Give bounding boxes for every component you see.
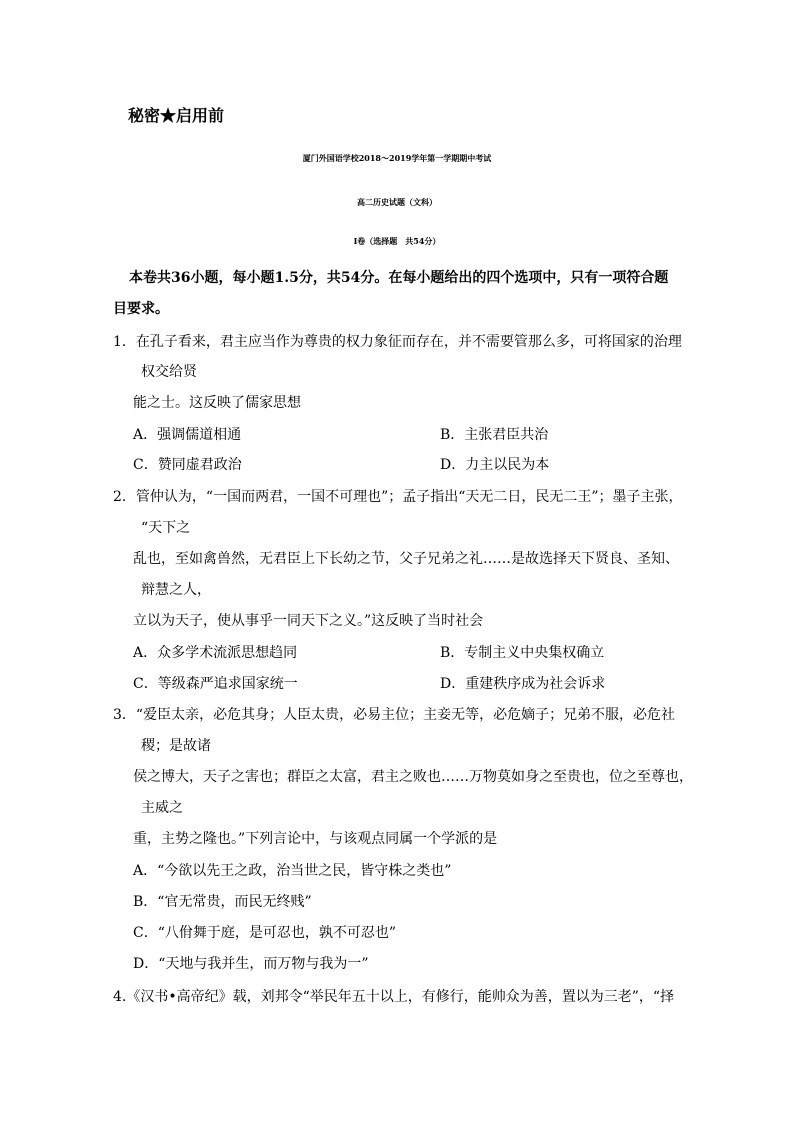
instructions-line: 目要求。: [113, 301, 169, 317]
question-2-line: “天下之: [141, 520, 191, 536]
secret-label: 秘密★启用前: [128, 106, 225, 125]
question-1-line: 权交给贤: [141, 364, 197, 380]
question-3-line: 侯之博大，天子之害也；群臣之太富，君主之败也……万物莫如身之至贵也，位之至尊也，: [133, 769, 693, 785]
question-3-line: 稷；是故诸: [141, 738, 211, 754]
question-3-option-d: D．“天地与我并生，而万物与我为一”: [133, 956, 369, 972]
question-1-line: 能之士。这反映了儒家思想: [133, 395, 301, 411]
question-2-option-a: A．众多学术流派思想趋同: [133, 645, 298, 661]
question-2-option-c: C．等级森严追求国家统一: [133, 676, 298, 692]
question-2-option-d: D．重建秩序成为社会诉求: [440, 676, 606, 692]
question-2-option-b: B．专制主义中央集权确立: [440, 645, 605, 661]
question-1-option-d: D．力主以民为本: [440, 457, 550, 473]
question-3-option-c: C．“八佾舞于庭，是可忍也，孰不可忍也”: [133, 925, 397, 941]
question-3-line: 重，主势之隆也。”下列言论中，与该观点同属一个学派的是: [133, 831, 498, 847]
question-1-line: 1．在孔子看来，君主应当作为尊贵的权力象征而存在，并不需要管那么多，可将国家的治理: [113, 334, 682, 350]
question-2-line: 立以为天子，使从事乎一同天下之义。”这反映了当时社会: [133, 613, 484, 629]
question-1-option-c: C．赞同虚君政治: [133, 457, 242, 473]
question-3-line: 主威之: [141, 800, 183, 816]
question-3-option-b: B．“官无常贵，而民无终贱”: [133, 894, 312, 910]
instructions-line: 本卷共36小题，每小题1.5分，共54分。在每小题给出的四个选项中，只有一项符合题: [129, 270, 669, 286]
question-2-line: 辩慧之人，: [141, 582, 211, 598]
question-1-option-a: A．强调儒道相通: [133, 427, 242, 443]
exam-title: 厦门外国语学校2018～2019学年第一学期期中考试: [302, 153, 492, 163]
question-1-option-b: B．主张君臣共治: [440, 427, 549, 443]
question-3-option-a: A．“今欲以先王之政，治当世之民，皆守株之类也”: [133, 863, 452, 879]
question-2-line: 乱也，至如禽兽然，无君臣上下长幼之节，父子兄弟之礼……是故选择天下贤良、圣知、: [133, 551, 679, 567]
section-title: Ⅰ卷（选择题 共54分）: [353, 236, 441, 246]
question-4-line: 4.《汉书•高帝纪》载，刘邦令“举民年五十以上，有修行，能帅众为善，置以为三老”，“择: [113, 989, 675, 1005]
question-3-line: 3．“爱臣太亲，必危其身；人臣太贵，必易主位；主妾无等，必危嫡子；兄弟不服，必危社: [113, 707, 676, 723]
subject-title: 高二历史试题（文科）: [357, 197, 437, 207]
question-2-line: 2．管仲认为，“一国而两君，一国不可理也”；孟子指出“天无二日，民无二王”；墨子主张，: [113, 489, 683, 505]
